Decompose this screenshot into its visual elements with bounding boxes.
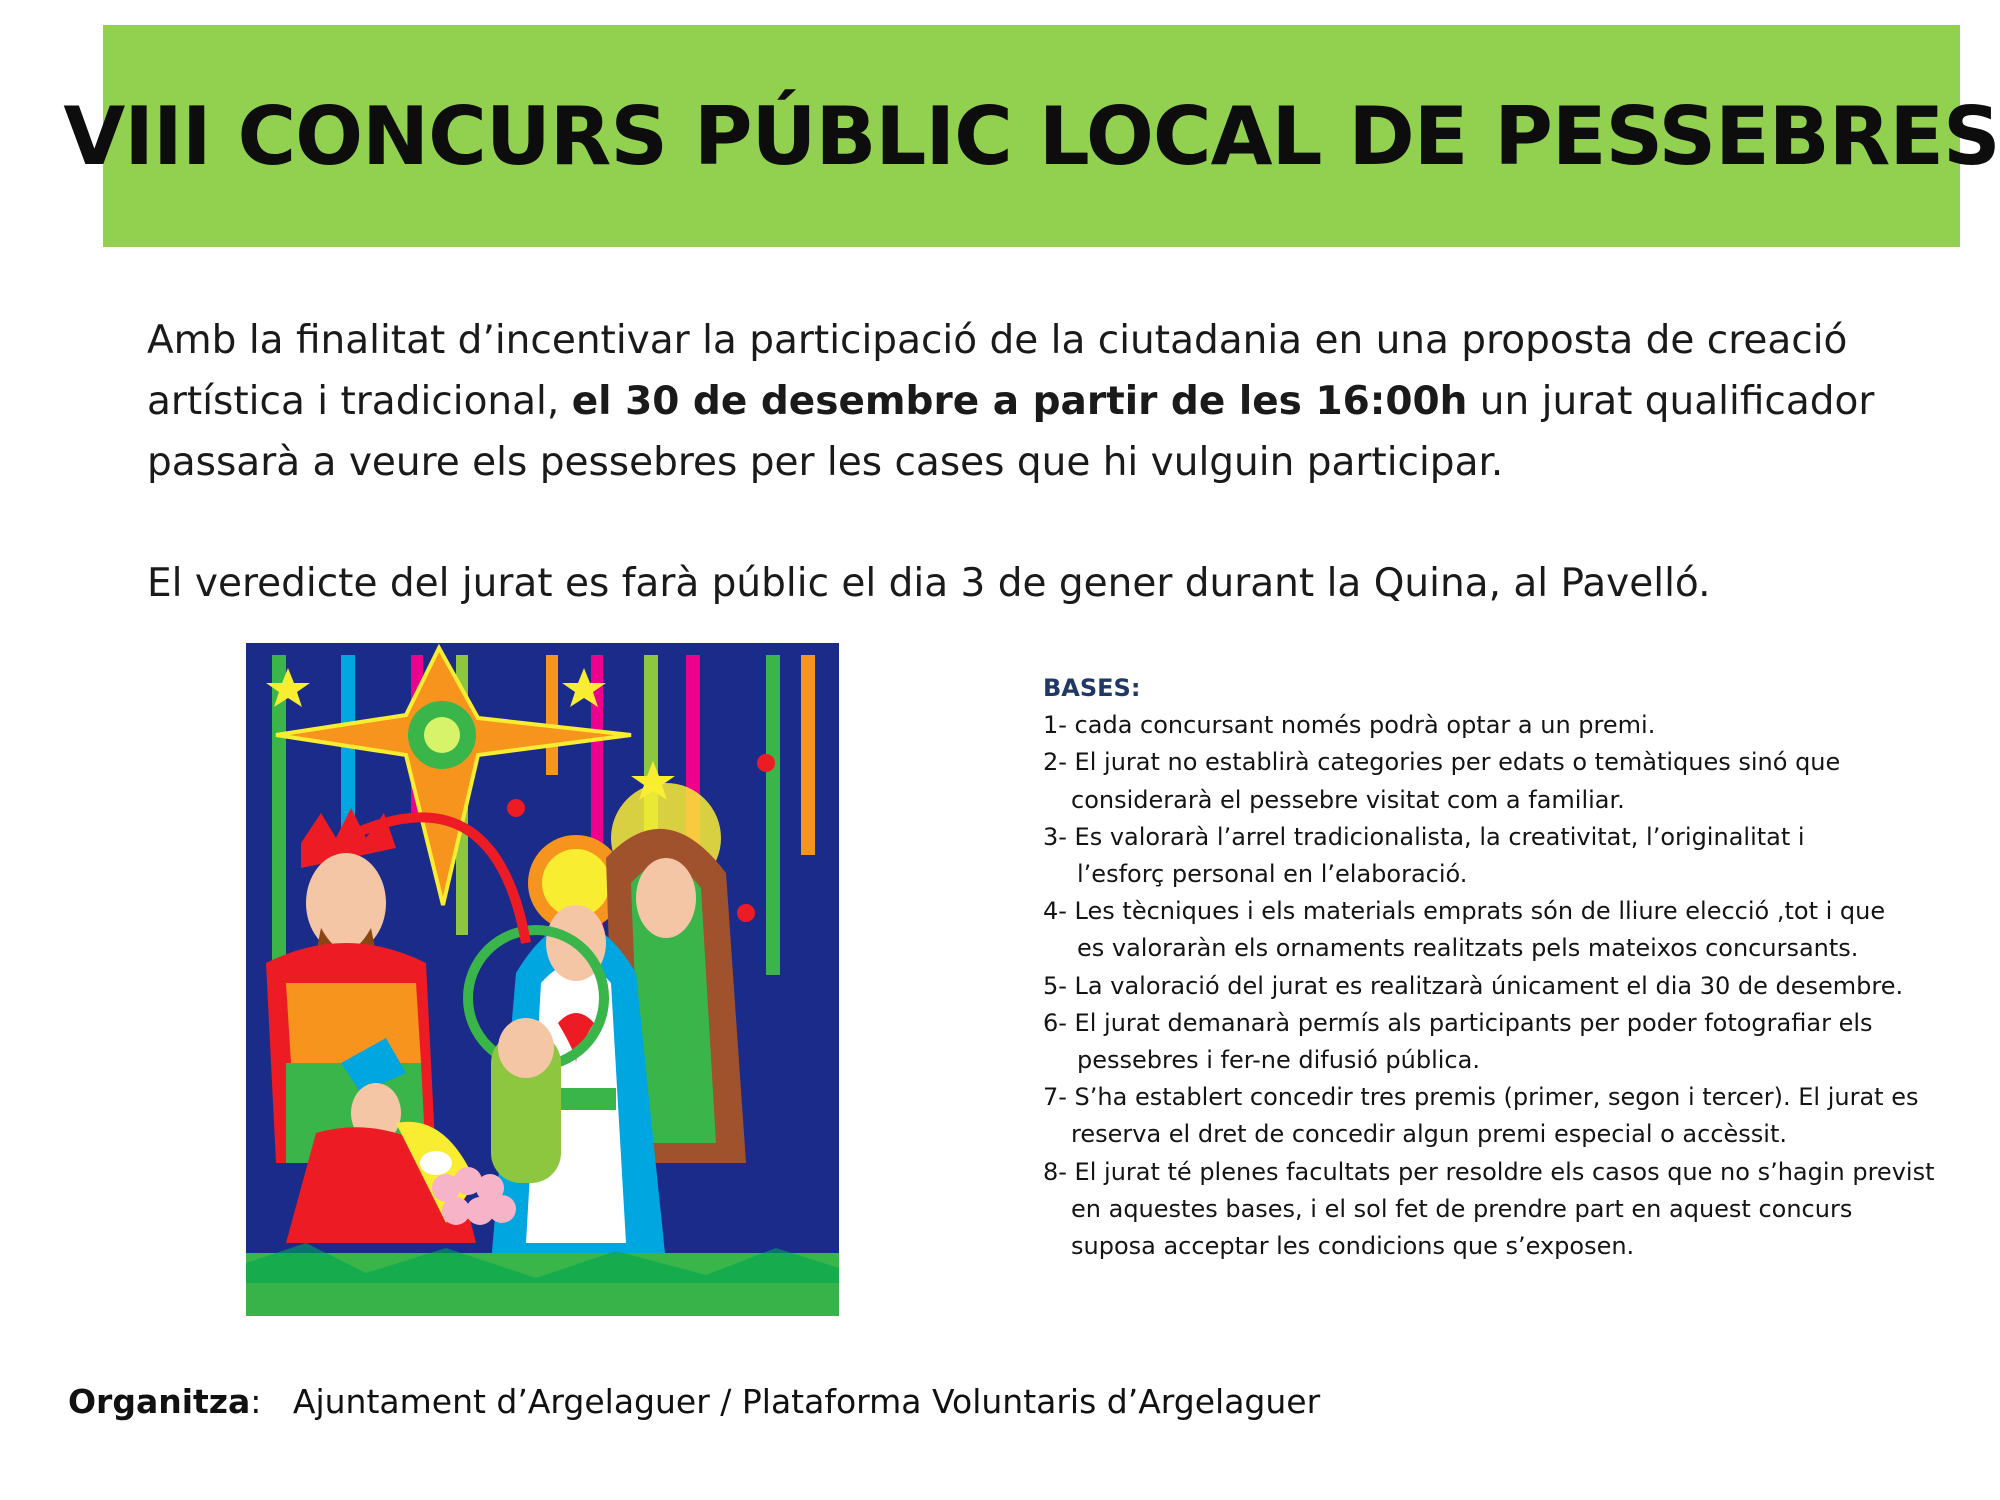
bases-item (1043, 1079, 1973, 1153)
bases-title: BASES: (1043, 674, 1141, 702)
organizers-separator: : (250, 1382, 262, 1421)
bases-item-text: 1- cada concursant només podrà optar a un premi. (1043, 711, 1656, 740)
page-title: VIII CONCURS PÚBLIC LOCAL DE PESSEBRES (63, 89, 2000, 183)
bases-item (1043, 1154, 1973, 1266)
organizers-line (68, 1382, 1320, 1421)
bases-item (1043, 1005, 1973, 1079)
title-banner (63, 25, 2000, 247)
intro-paragraph (147, 310, 1947, 493)
bases-item-continuation: l’esforç personal en l’elaboració. (1077, 860, 1468, 889)
bases-item (1043, 893, 1973, 967)
bases-section (1043, 670, 1973, 1265)
bases-item-continuation: es valoraràn els ornaments realitzats pels mateixos concursants. (1077, 934, 1859, 963)
bases-item-continuation: considerarà el pessebre visitat com a familiar. (1071, 785, 1625, 814)
nativity-illustration (246, 643, 839, 1316)
intro-date-highlight: el 30 de desembre a partir de les 16:00h (571, 379, 1468, 424)
bases-item-text: 2- El jurat no establirà categories per edats o temàtiques sinó que (1043, 748, 1841, 777)
intro-part2: un jurat qualificador passarà a veure els pessebres per les cases que hi vulguin participar. (147, 379, 1875, 485)
organizers-names: Ajuntament d’Argelaguer / Plataforma Voluntaris d’Argelaguer (292, 1382, 1321, 1421)
intro-part1: Amb la finalitat d’incentivar la participació de la ciutadania en una proposta de creació artística i tradicional, (147, 318, 1848, 424)
bases-item-text: 3- Es valorarà l’arrel tradicionalista, la creativitat, l’originalitat i (1043, 822, 1805, 851)
intro-text (147, 310, 1947, 614)
bases-item-continuation: en aquestes bases, i el sol fet de prendre part en aquest concurs (1071, 1194, 1853, 1223)
organizers-label: Organitza (68, 1382, 251, 1421)
bases-list (1043, 707, 1973, 1265)
bases-item-continuation: suposa acceptar les condicions que s’exposen. (1071, 1232, 1635, 1261)
bases-item-text: 5- La valoració del jurat es realitzarà únicament el dia 30 de desembre. (1043, 971, 1904, 1000)
verdict-paragraph: El veredicte del jurat es farà públic el dia 3 de gener durant la Quina, al Pavelló. (147, 561, 1711, 606)
bases-item (1043, 819, 1973, 893)
bases-item-continuation: pessebres i fer-ne difusió pública. (1077, 1046, 1480, 1075)
bases-item-text: 4- Les tècniques i els materials emprats són de lliure elecció ,tot i que (1043, 897, 1886, 926)
bases-item (1043, 744, 1973, 818)
bases-item (1043, 968, 1973, 1005)
bases-item-text: 7- S’ha establert concedir tres premis (primer, segon i tercer). El jurat es (1043, 1083, 1919, 1112)
bases-item-continuation: reserva el dret de concedir algun premi especial o accèssit. (1071, 1120, 1788, 1149)
bases-item-text: 6- El jurat demanarà permís als participants per poder fotografiar els (1043, 1008, 1873, 1037)
bases-item-text: 8- El jurat té plenes facultats per resoldre els casos que no s’hagin previst (1043, 1157, 1935, 1186)
bases-item (1043, 707, 1973, 744)
